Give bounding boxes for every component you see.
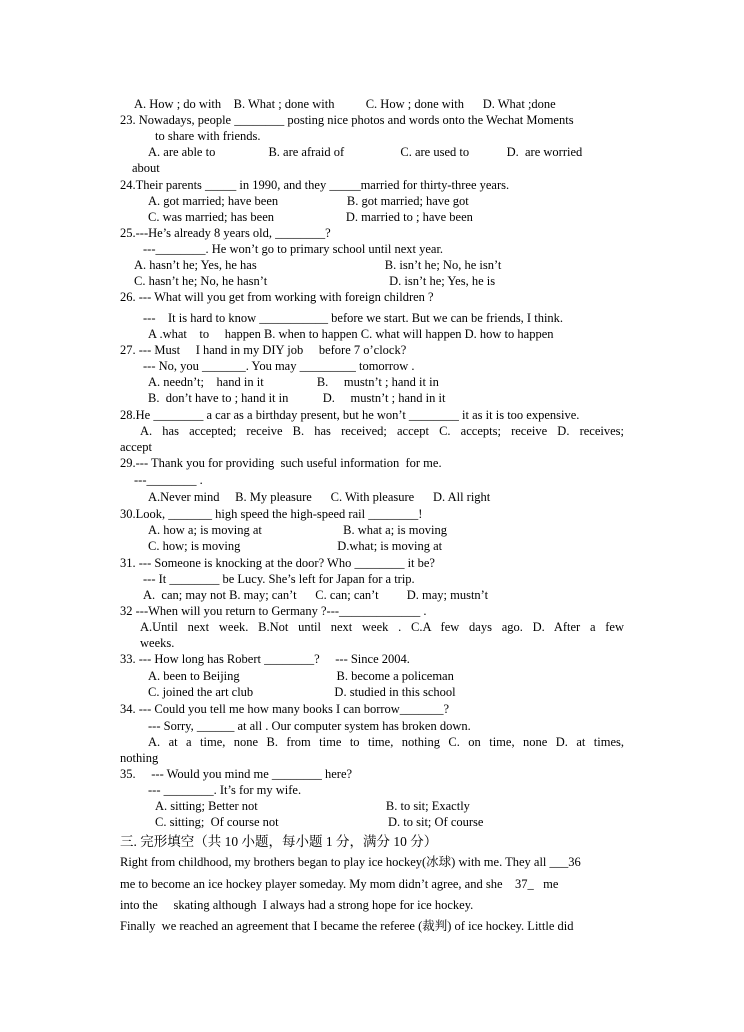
q25-stem: 25.---He’s already 8 years old, ________? (120, 226, 331, 240)
q26-stem: 26. --- What will you get from working with foreign children ? (120, 290, 434, 304)
q33-options-cd: C. joined the art club D. studied in this school (148, 685, 456, 699)
q27-stem: 27. --- Must I hand in my DIY job before 7 o’clock? (120, 343, 407, 357)
q27-options-cd: B. don’t have to ; hand it in D. mustn’t ; hand in it (148, 391, 446, 405)
q25-options-ab: A. hasn’t he; Yes, he has B. isn’t he; No, he isn’t (134, 258, 502, 272)
cloze-line-1: Right from childhood, my brothers began to play ice hockey(冰球) with me. They all ___36 (120, 855, 581, 869)
q32-options: A.Until next week. B.Not until next week . C.A few days ago. D. After a few (140, 620, 624, 634)
q28-options-cont: accept (120, 440, 152, 454)
q24-stem: 24.Their parents _____ in 1990, and they _____married for thirty-three years. (120, 178, 510, 192)
q23-stem: 23. Nowadays, people ________ posting nice photos and words onto the Wechat Moments (120, 113, 574, 127)
q32-stem: 32 ---When will you return to Germany ?---_____________ . (120, 604, 427, 618)
q34-options-cont: nothing (120, 751, 159, 765)
q29-reply: ---________ . (134, 473, 203, 487)
q35-stem: 35. --- Would you mind me ________ here? (120, 767, 353, 781)
q22-options: A. How ; do with B. What ; done with C. How ; done with D. What ;done (134, 97, 556, 111)
q33-stem: 33. --- How long has Robert ________? --- Since 2004. (120, 652, 410, 666)
q35-options-ab: A. sitting; Better not B. to sit; Exactly (155, 799, 470, 813)
section-heading-cloze: 三. 完形填空（共 10 小题，每小题 1 分，满分 10 分） (120, 834, 438, 849)
q31-reply: --- It ________ be Lucy. She’s left for Japan for a trip. (143, 572, 415, 586)
q31-stem: 31. --- Someone is knocking at the door? Who ________ it be? (120, 556, 435, 570)
cloze-line-2: me to become an ice hockey player someday. My mom didn’t agree, and she 37_ me (120, 877, 559, 891)
cloze-line-3: into the skating although I always had a strong hope for ice hockey. (120, 898, 474, 912)
q28-stem: 28.He ________ a car as a birthday present, but he won’t ________ it as it is too expensive. (120, 408, 580, 422)
q28-options: A. has accepted; receive B. has received; accept C. accepts; receive D. receives; (140, 424, 624, 438)
q33-options-ab: A. been to Beijing B. become a policeman (148, 669, 454, 683)
q26-reply: --- It is hard to know ___________ before we start. But we can be friends, I think. (143, 311, 564, 325)
q30-options-ab: A. how a; is moving at B. what a; is moving (148, 523, 447, 537)
q23-stem-cont: to share with friends. (155, 129, 261, 143)
q34-reply: --- Sorry, ______ at all . Our computer system has broken down. (148, 719, 471, 733)
q25-reply: ---________. He won’t go to primary school until next year. (143, 242, 444, 256)
q24-options-cd: C. was married; has been D. married to ; have been (148, 210, 473, 224)
q35-reply: --- ________. It’s for my wife. (148, 783, 302, 797)
q30-stem: 30.Look, _______ high speed the high-speed rail ________! (120, 507, 423, 521)
q23-options-cont: about (132, 161, 160, 175)
q32-options-cont: weeks. (140, 636, 175, 650)
q29-stem: 29.--- Thank you for providing such useful information for me. (120, 456, 442, 470)
q30-options-cd: C. how; is moving D.what; is moving at (148, 539, 443, 553)
q25-options-cd: C. hasn’t he; No, he hasn’t D. isn’t he; Yes, he is (134, 274, 496, 288)
q34-stem: 34. --- Could you tell me how many books I can borrow_______? (120, 702, 450, 716)
q23-options: A. are able to B. are afraid of C. are used to D. are worried (148, 145, 583, 159)
q35-options-cd: C. sitting; Of course not D. to sit; Of course (155, 815, 484, 829)
cloze-line-4: Finally we reached an agreement that I became the referee (裁判) of ice hockey. Little did (120, 919, 574, 933)
q29-options: A.Never mind B. My pleasure C. With pleasure D. All right (148, 490, 491, 504)
q27-reply: --- No, you _______. You may _________ tomorrow . (143, 359, 415, 373)
q31-options: A. can; may not B. may; can’t C. can; can’t D. may; mustn’t (143, 588, 489, 602)
q26-options: A .what to happen B. when to happen C. what will happen D. how to happen (148, 327, 554, 341)
q24-options-ab: A. got married; have been B. got married; have got (148, 194, 469, 208)
q27-options-ab: A. needn’t; hand in it B. mustn’t ; hand it in (148, 375, 439, 389)
q34-options: A. at a time, none B. from time to time, nothing C. on time, none D. at times, (148, 735, 624, 749)
